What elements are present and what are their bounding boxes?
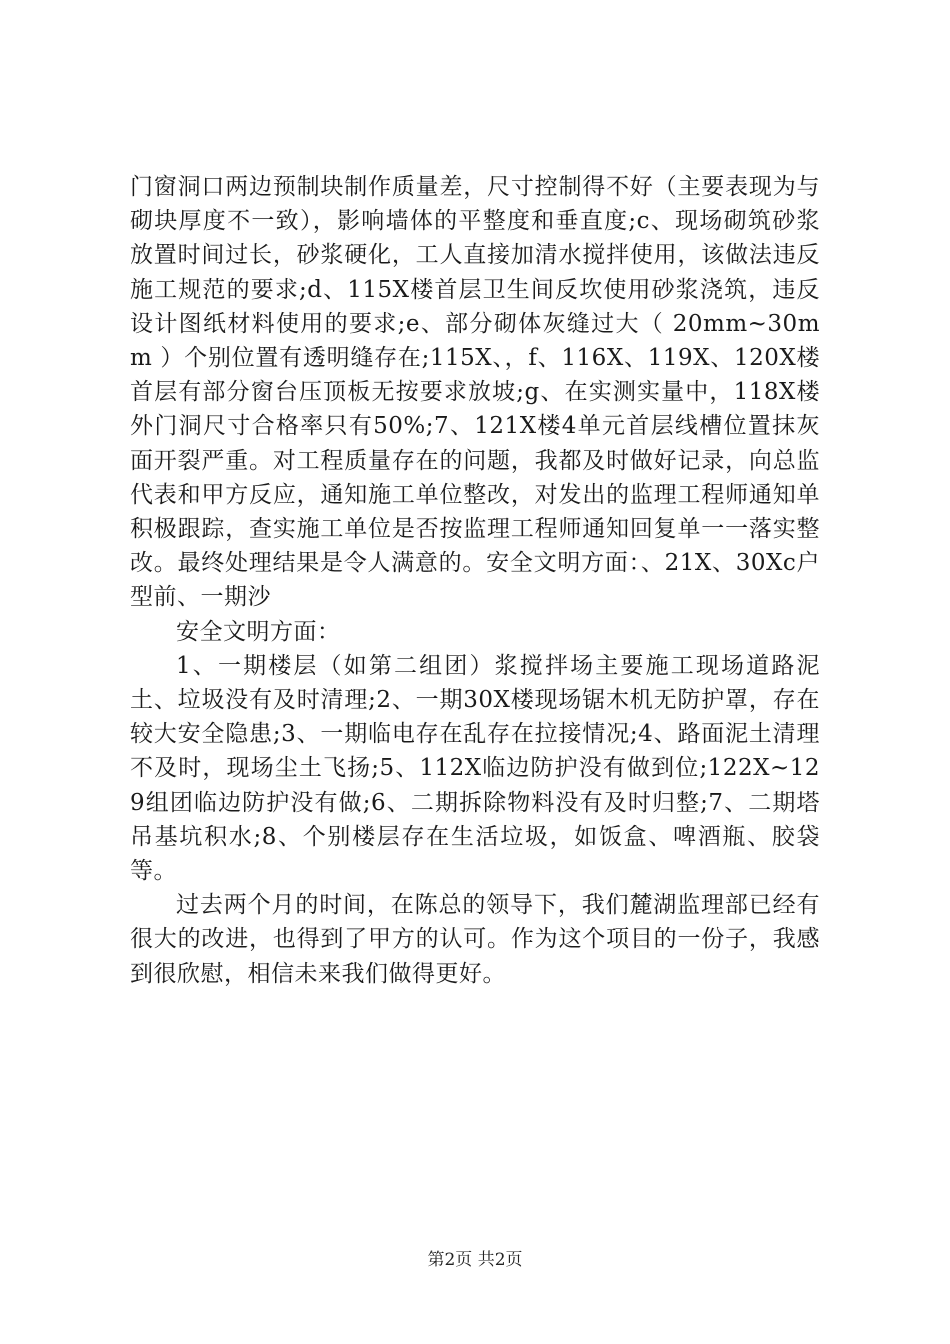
paragraph-safety-heading: 安全文明方面： — [176, 618, 341, 645]
paragraph-summary: 过去两个月的时间，在陈总的领导下，我们麓湖监理部已经有很大的改进，也得到了甲方的认可。作为这个项目的一份子，我感到很欣慰，相信未来我们做得更好。 — [130, 892, 820, 987]
paragraph-quality-issues: 门窗洞口两边预制块制作质量差，尺寸控制得不好（主要表现为与砌块厚度不一致），影响墙体的平整度和垂直度;c、现场砌筑砂浆放置时间过长，砂浆硬化，工人直接加清水搅拌使用，该做法违反施工规范的要求;d、115X楼首层卫生间反坎使用砂浆浇筑，违反设计图纸材料使用的要求;e、部分砌体灰缝过大（ 20mm~30mm ）个别位置有透明缝存在;115X、，f、116X、119X、120X楼首层有部分窗台压顶板无按要求放坡;g、在实测实量中，118X楼外门洞尺寸合格率只有50%;7、121X楼4单元首层线槽位置抹灰面开裂严重。对工程质量存在的问题，我都及时做好记录，向总监代表和甲方反应，通知施工单位整改，对发出的监理工程师通知单积极跟踪，查实施工单位是否按监理工程师通知回复单一一落实整改。最终处理结果是令人满意的。安全文明方面：、21X、30Xc户型前、一期沙 — [130, 174, 820, 611]
page-footer: 第2页 共2页 — [427, 1250, 523, 1270]
paragraph-safety-issues: 1、一期楼层（如第二组团）浆搅拌场主要施工现场道路泥土、垃圾没有及时清理;2、一期30X楼现场锯木机无防护罩，存在较大安全隐患;3、一期临电存在乱存在拉接情况;4、路面泥土清理不及时，现场尘土飞扬;5、112X临边防护没有做到位;122X~129组团临边防护没有做;6、二期拆除物料没有及时归整;7、二期塔吊基坑积水;8、个别楼层存在生活垃圾，如饭盒、啤酒瓶、胶袋等。 — [130, 652, 820, 885]
document-body — [130, 170, 820, 991]
